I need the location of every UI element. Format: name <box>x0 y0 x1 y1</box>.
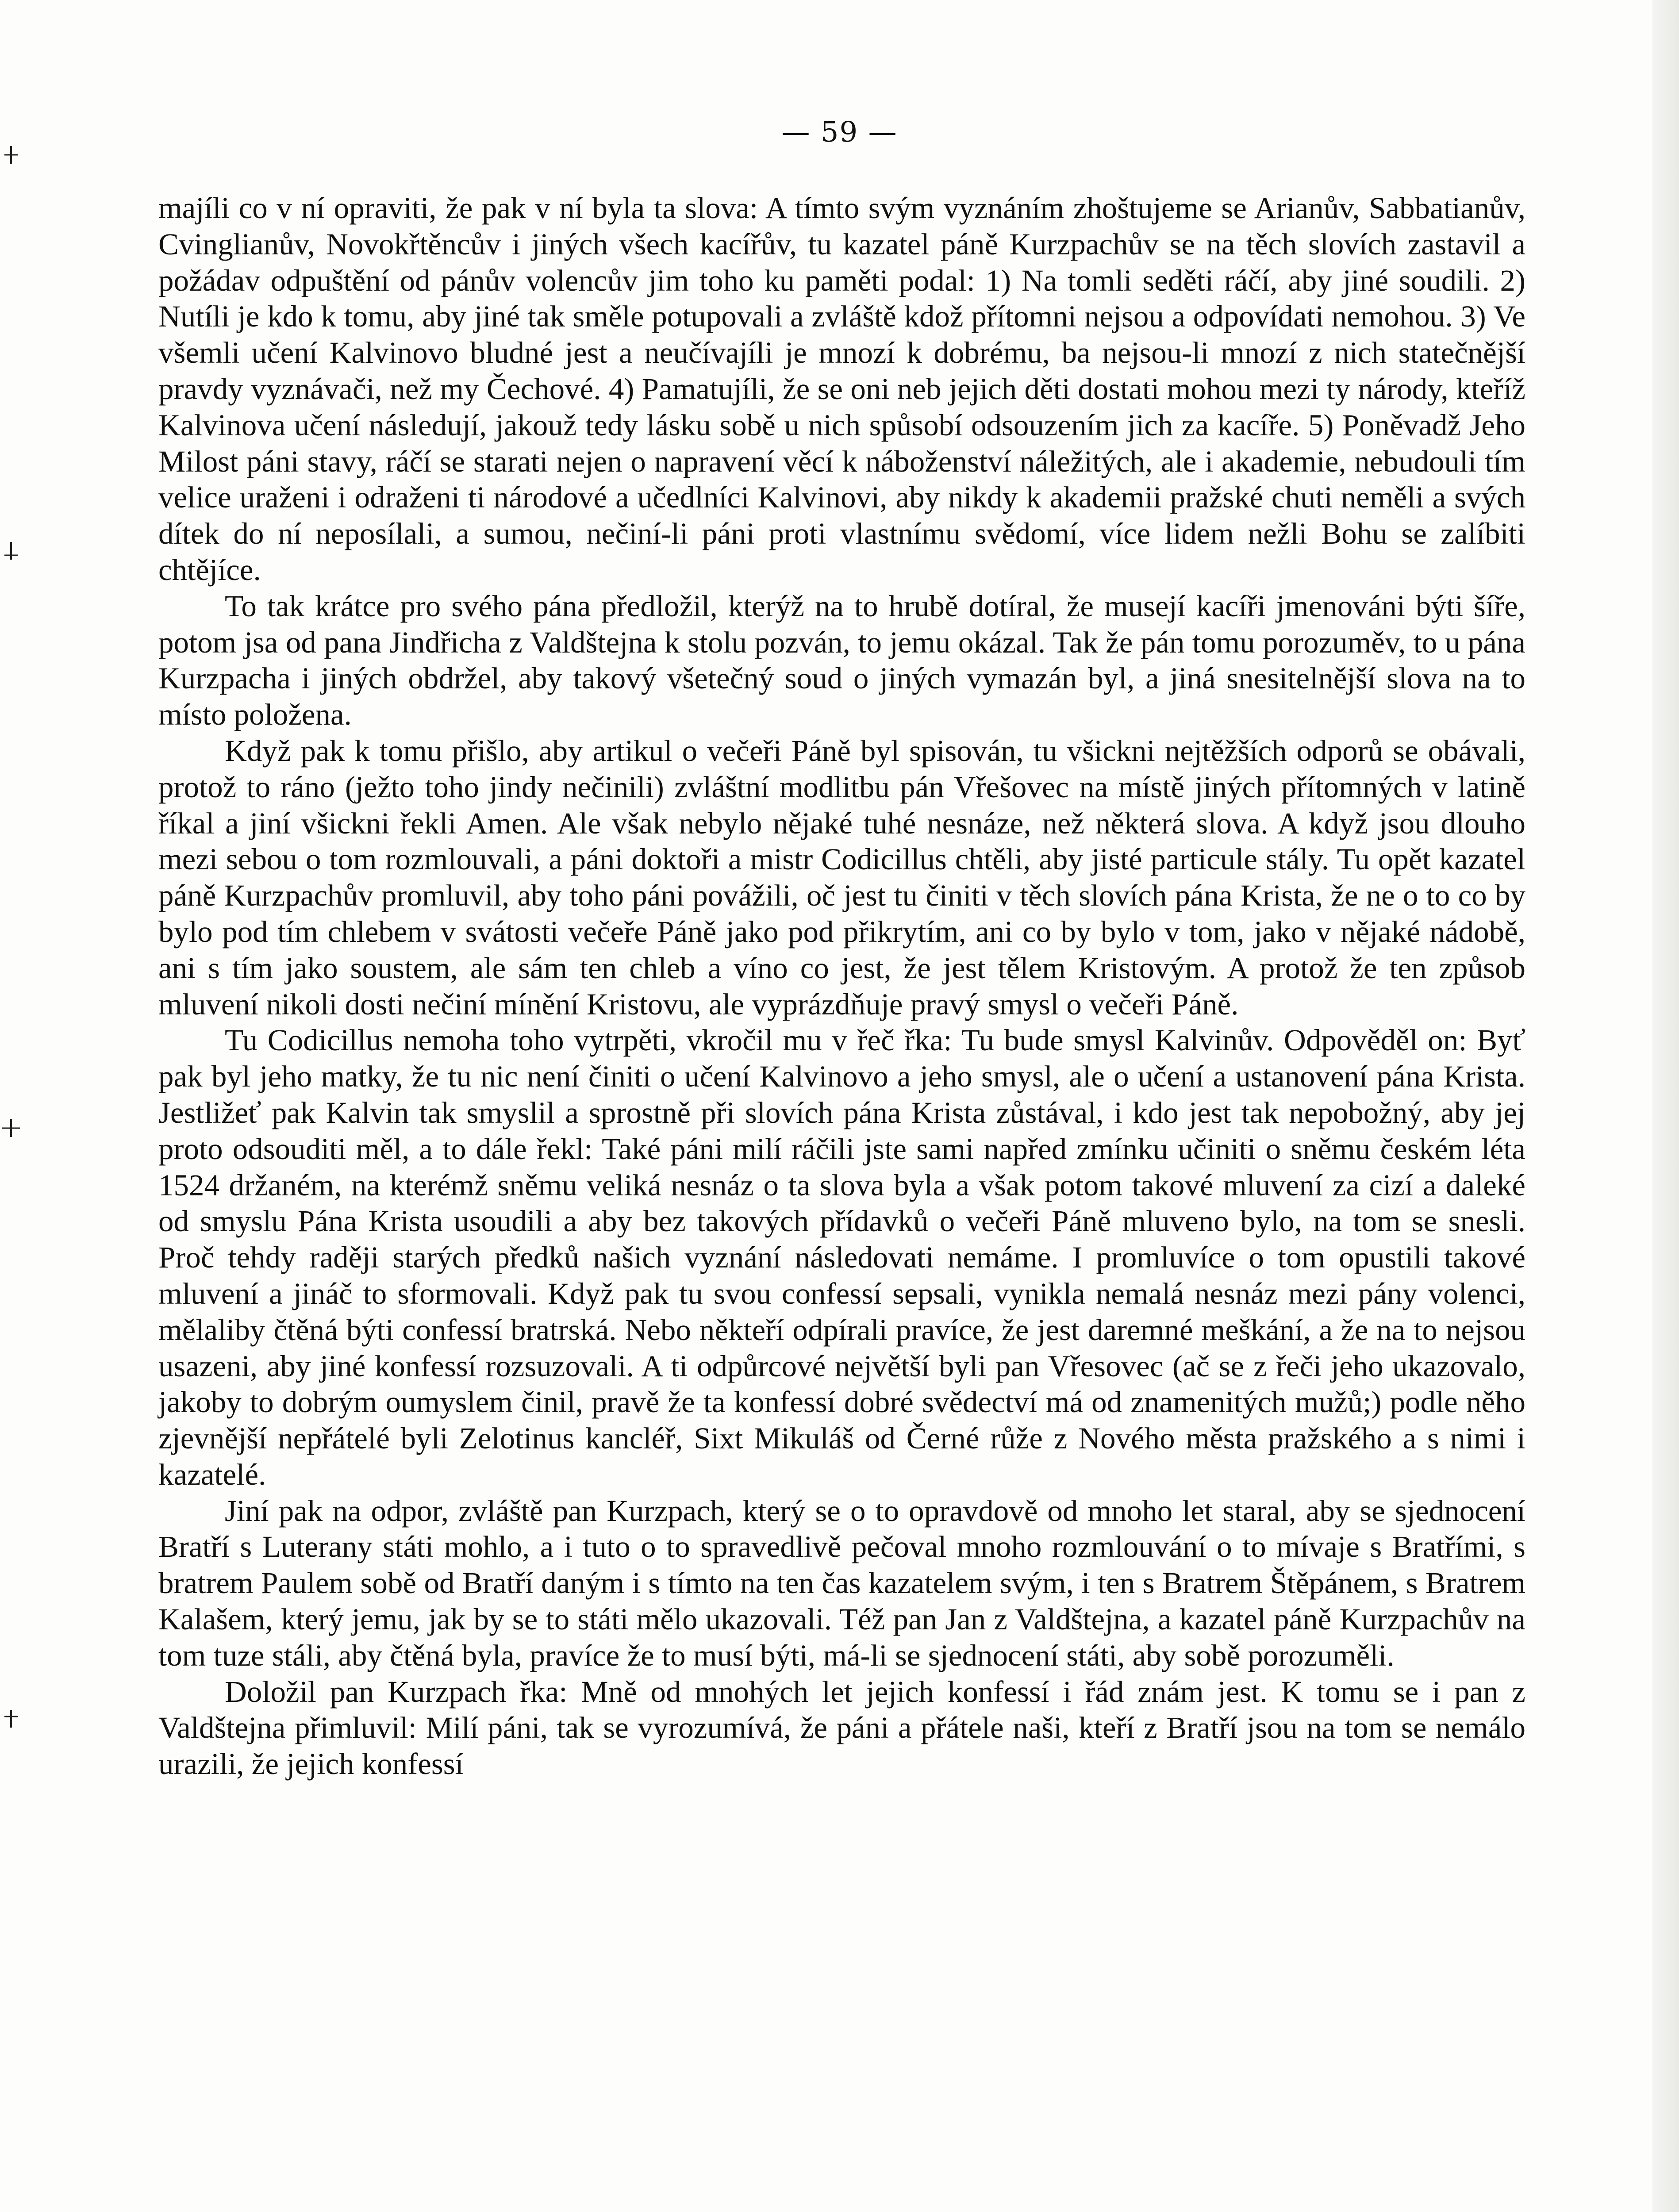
margin-tick-mark <box>0 146 22 164</box>
page-number: — 59 — <box>781 116 898 149</box>
page-edge-shadow <box>1652 0 1679 2212</box>
paragraph: Doložil pan Kurzpach řka: Mně od mnohých let jejich konfessí i řád znám jest. K tomu se i pan z Valdštejna přimluvil: Milí páni, tak se vyrozumívá, že páni a přátele naši, kteří z Bratří jsou na tom se nemálo urazili, že jejich konfessí <box>158 1674 1525 1781</box>
paragraph: To tak krátce pro svého pána předložil, kterýž na to hrubě dotíral, že musejí kacíři jmenováni býti šíře, potom jsa od pana Jindřicha z Valdštejna k stolu pozván, to jemu okázal. Tak že pán tomu porozuměv, to u pána Kurzpacha i jiných obdržel, aby takový všetečný soud o jiných vymazán byl, a jiná snesitelnější slova na to místo položena. <box>158 589 1525 732</box>
paragraph: Tu Codicillus nemoha toho vytrpěti, vkročil mu v řeč řka: Tu bude smysl Kalvinův. Odpověděl on: Byť pak byl jeho matky, že tu nic není činiti o učení Kalvinovo a jeho smysl, ale o učení a ustanovení pána Krista. Jestližeť pak Kalvin tak smyslil a sprostně při slovích pána Krista zůstával, i kdo jest tak nepobožný, aby jej proto odsouditi měl, a to dále řekl: Také páni milí ráčili jste sami napřed zmínku učiniti o sněmu českém léta 1524 držaném, na kterémž sněmu veliká nesnáz o ta slova byla a však potom takové mluvení za cizí a daleké od smyslu Pána Krista usoudili a aby bez takových přídavků o večeři Páně mluveno bylo, na tom se snesli. Proč tehdy raději starých předků našich vyznání následovati nemáme. I promluvíce o tom opustili takové mluvení a jináč to sformovali. Když pak tu svou confessí sepsali, vynikla nemalá nesnáz mezi pány volenci, mělaliby čtěná býti confessí bratrská. Nebo někteří odpírali pravíce, že jest daremné meškání, a že na to nejsou usazeni, aby jiné konfessí rozsuzovali. A ti odpůrcové největší byli pan Vřesovec (ač se z řeči jeho ukazovalo, jakoby to dobrým oumyslem činil, pravě že ta konfessí dobré svědectví má od znamenitých mužů;) podle něho zjevnější nepřátelé byli Zelotinus kancléř, Sixt Mikuláš od Černé růže z Nového města pražského a s nimi i kazatelé. <box>158 1023 1525 1491</box>
paragraph: Když pak k tomu přišlo, aby artikul o večeři Páně byl spisován, tu všickni nejtěžších odporů se obávali, protož to ráno (ježto toho jindy nečinili) zvláštní modlitbu pán Vřešovec na místě jiných přítomných v latině říkal a jiní všickni řekli Amen. Ale však nebylo nějaké tuhé nesnáze, než některá slova. A když jsou dlouho mezi sebou o tom rozmlouvali, a páni doktoři a mistr Codicillus chtěli, aby jisté particule stály. Tu opět kazatel páně Kurzpachův promluvil, aby toho páni povážili, oč jest tu činiti v těch slovích pána Krista, že ne o to co by bylo pod tím chlebem v svátosti večeře Páně jako pod přikrytím, ani co by bylo v tom, jako v nějaké nádobě, ani s tím jako soustem, ale sám ten chleb a víno co jest, že jest tělem Kristovým. A protož že ten způsob mluvení nikoli dosti nečiní mínění Kristovu, ale vyprázdňuje pravý smysl o večeři Páně. <box>158 733 1525 1021</box>
paragraph: Jiní pak na odpor, zvláště pan Kurzpach, který se o to opravdově od mnoho let staral, aby se sjednocení Bratří s Luterany státi mohlo, a i tuto o to spravedlivě pečoval mnoho rozmlouvání o to mívaje s Bratřími, s bratrem Paulem sobě od Bratří daným i s tímto na ten čas kazatelem svým, i ten s Bratrem Štěpánem, s Bratrem Kalašem, který jemu, jak by se to státi mělo ukazovali. Též pan Jan z Valdštejna, a kazatel páně Kurzpachův na tom tuze stáli, aby čtěná byla, pravíce že to musí býti, má-li se sjednocení státi, aby sobě porozuměli. <box>158 1494 1525 1672</box>
body-text <box>158 190 1525 1782</box>
margin-tick-mark <box>0 542 22 560</box>
margin-tick-mark <box>0 1710 22 1728</box>
margin-tick-mark <box>0 1119 22 1137</box>
paragraph: majíli co v ní opraviti, že pak v ní byla ta slova: A tímto svým vyznáním zhoštujeme se Arianův, Sabbatianův, Cvinglianův, Novokřtěncův i jiných všech kacířův, tu kazatel páně Kurzpachův se na těch slovích zastavil a požádav odpuštění od pánův volencův jim toho ku paměti podal: 1) Na tomli seděti ráčí, aby jiné soudili. 2) Nutíli je kdo k tomu, aby jiné tak směle potupovali a zvláště kdož přítomni nejsou a odpovídati nemohou. 3) Ve všemli učení Kalvinovo bludné jest a neučívajíli je mnozí k dobrému, ba nejsou-li mnozí z nich statečnější pravdy vyznávači, než my Čechové. 4) Pamatujíli, že se oni neb jejich děti dostati mohou mezi ty národy, kteříž Kalvinova učení následují, jakouž tedy lásku sobě u nich spůsobí odsouzením jich za kacíře. 5) Poněvadž Jeho Milost páni stavy, ráčí se starati nejen o napravení věcí k náboženství náležitých, ale i akademie, nebudouli tím velice uraženi i odraženi ti národové a učedlníci Kalvinovi, aby nikdy k akademii pražské chuti neměli a svých dítek do ní neposílali, a sumou, nečiní-li páni proti vlastnímu svědomí, více lidem nežli Bohu se zalíbiti chtějíce. <box>158 191 1525 587</box>
